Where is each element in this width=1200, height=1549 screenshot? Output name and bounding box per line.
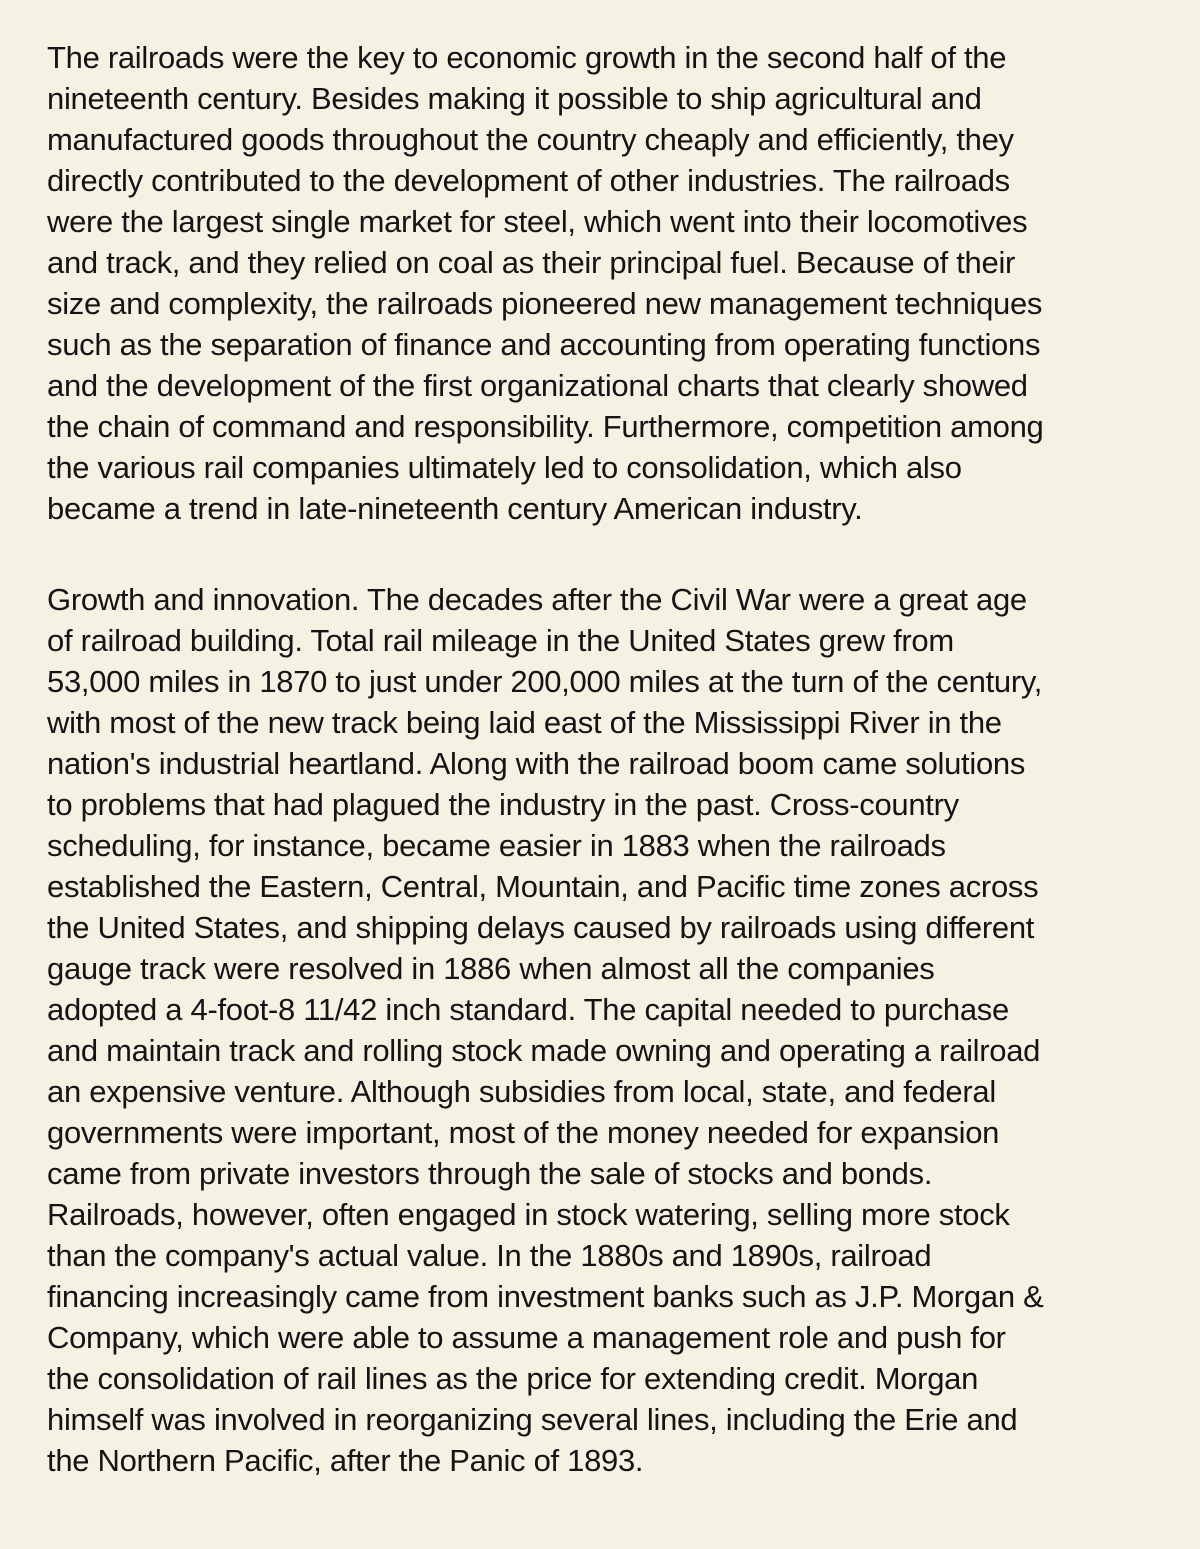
text-line: came from private investors through the sale of stocks and bonds.: [47, 1156, 933, 1191]
text-line: an expensive venture. Although subsidies from local, state, and federal: [47, 1074, 996, 1109]
text-line: nineteenth century. Besides making it possible to ship agricultural and: [47, 81, 982, 116]
text-line: than the company's actual value. In the 1880s and 1890s, railroad: [47, 1238, 932, 1273]
text-line: and track, and they relied on coal as their principal fuel. Because of their: [47, 245, 1016, 280]
paragraph-railroads-overview: [47, 37, 1192, 529]
text-line: established the Eastern, Central, Mountain, and Pacific time zones across: [47, 869, 1039, 904]
text-line: became a trend in late-nineteenth century American industry.: [47, 491, 863, 526]
paragraph-growth-and-innovation: [47, 579, 1192, 1481]
text-line: financing increasingly came from investment banks such as J.P. Morgan &: [47, 1279, 1044, 1314]
text-line: Railroads, however, often engaged in stock watering, selling more stock: [47, 1197, 1010, 1232]
text-line: adopted a 4-foot-8 11/42 inch standard. The capital needed to purchase: [47, 992, 1009, 1027]
text-line: the Northern Pacific, after the Panic of 1893.: [47, 1443, 644, 1478]
text-line: the various rail companies ultimately led to consolidation, which also: [47, 450, 962, 485]
text-line: scheduling, for instance, became easier in 1883 when the railroads: [47, 828, 946, 863]
text-line: the consolidation of rail lines as the price for extending credit. Morgan: [47, 1361, 979, 1396]
text-line: to problems that had plagued the industry in the past. Cross-country: [47, 787, 959, 822]
text-line: manufactured goods throughout the country cheaply and efficiently, they: [47, 122, 1014, 157]
text-line: size and complexity, the railroads pioneered new management techniques: [47, 286, 1043, 321]
text-line: such as the separation of finance and accounting from operating functions: [47, 327, 1041, 362]
text-line: the chain of command and responsibility. Furthermore, competition among: [47, 409, 1044, 444]
text-line: Growth and innovation. The decades after the Civil War were a great age: [47, 582, 1027, 617]
text-line: nation's industrial heartland. Along with the railroad boom came solutions: [47, 746, 1026, 781]
text-line: with most of the new track being laid east of the Mississippi River in the: [47, 705, 1002, 740]
text-line: 53,000 miles in 1870 to just under 200,000 miles at the turn of the century,: [47, 664, 1043, 699]
text-line: directly contributed to the development of other industries. The railroads: [47, 163, 1010, 198]
text-line: and maintain track and rolling stock made owning and operating a railroad: [47, 1033, 1041, 1068]
text-line: governments were important, most of the money needed for expansion: [47, 1115, 1000, 1150]
text-line: were the largest single market for steel, which went into their locomotives: [47, 204, 1028, 239]
text-line: himself was involved in reorganizing several lines, including the Erie and: [47, 1402, 1018, 1437]
text-line: the United States, and shipping delays caused by railroads using different: [47, 910, 1035, 945]
text-line: of railroad building. Total rail mileage in the United States grew from: [47, 623, 954, 658]
text-line: Company, which were able to assume a management role and push for: [47, 1320, 1006, 1355]
text-line: gauge track were resolved in 1886 when almost all the companies: [47, 951, 935, 986]
text-line: The railroads were the key to economic growth in the second half of the: [47, 40, 1007, 75]
text-line: and the development of the first organizational charts that clearly showed: [47, 368, 1028, 403]
